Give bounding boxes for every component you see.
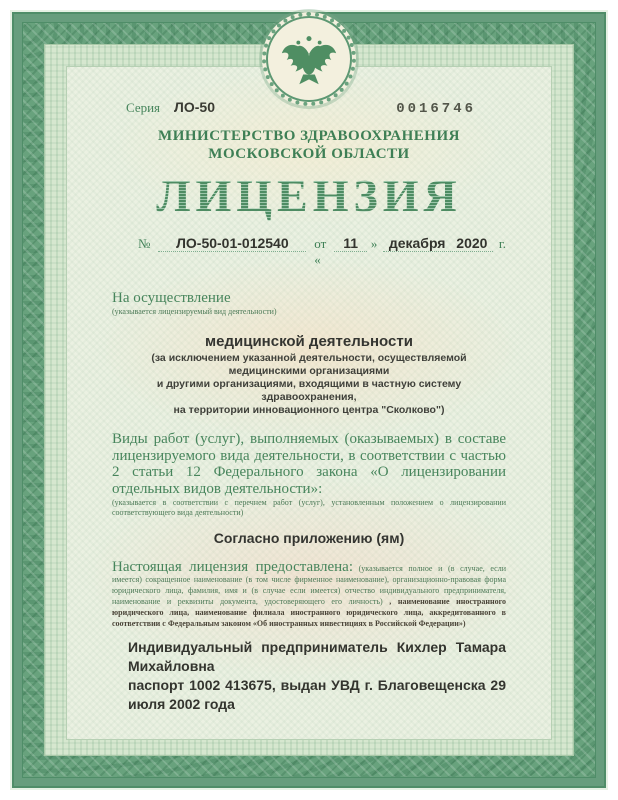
activity-note-line3: на территории инновационного центра "Сколково") xyxy=(173,404,445,416)
works-paragraph: Виды работ (услуг), выполняемых (оказываемых) в составе лицензируемого вида деятельности, в соответствии с частью 2 статьи 12 Федерального закона «О лицензировании отдельных видов деятельности»: xyxy=(112,431,506,497)
works-value: Согласно приложению (ям) xyxy=(213,530,405,546)
grantee-label: Настоящая лицензия предоставлена: xyxy=(112,559,353,575)
double-eagle-icon xyxy=(278,28,340,90)
works-note: (указывается в соответствии с перечнем работ (услуг), установленным положением о лицензировании соответствующего вида деятельности) xyxy=(112,498,506,517)
ministry-name xyxy=(112,127,506,163)
ministry-line1: МИНИСТЕРСТВО ЗДРАВООХРАНЕНИЯ xyxy=(158,128,460,144)
grantee-value xyxy=(112,638,506,714)
activity-note-line2: и другими организациями, входящими в частную систему здравоохранения, xyxy=(156,378,462,403)
grantee-passport: паспорт 1002 413675, выдан УВД г. Благовещенска 29 июля 2002 года xyxy=(128,677,506,712)
grantee-note2: , наименование иностранного юридического лица, наименование филиала иностранного юридического лица, аккредитованного в соответствии с Федеральным законом «Об иностранных инвестициях в Российской Федерации») xyxy=(112,597,507,628)
license-year: 2020 xyxy=(456,235,488,251)
grantee-note: (указывается полное и (в случае, если имеется) сокращенное наименование (в том числе фирменное наименование), организационно-правовая форма юридического лица, фамилия, имя и (в случае если имеется) отчество индивидуального предпринимателя, наименование и реквизиты документа, удостоверяющего его личность) xyxy=(112,564,506,606)
license-number-value: ЛО-50-01-012540 xyxy=(158,235,306,252)
coat-of-arms xyxy=(262,12,356,106)
license-day: 11 xyxy=(334,235,367,252)
activity-value-note xyxy=(112,352,506,417)
year-suffix: г. xyxy=(498,236,506,251)
grantee-name: Индивидуальный предприниматель Кихлер Тамара Михайловна xyxy=(128,639,506,674)
number-sign: № xyxy=(138,236,151,251)
activity-label: На осуществление xyxy=(112,290,231,306)
license-number-line xyxy=(112,235,506,268)
license-month: декабря xyxy=(388,235,446,251)
activity-note-line1: (за исключением указанной деятельности, осуществляемой медицинскими организациями xyxy=(151,352,467,377)
works-section xyxy=(112,431,506,518)
license-month-year xyxy=(383,235,492,252)
activity-section xyxy=(112,290,506,317)
activity-value-title: медицинской деятельности xyxy=(205,333,413,350)
close-quote: » xyxy=(370,236,378,251)
ministry-line2: МОСКОВСКОЙ ОБЛАСТИ xyxy=(208,146,410,162)
grantee-section xyxy=(112,559,507,714)
license-title: ЛИЦЕНЗИЯ xyxy=(112,167,506,225)
activity-value xyxy=(112,333,506,417)
series-label: Серия xyxy=(126,100,161,115)
serial-number: 0016746 xyxy=(396,101,476,117)
from-label: от « xyxy=(314,236,327,267)
document-body xyxy=(66,66,552,740)
series-value: ЛО-50 xyxy=(174,99,215,115)
activity-label-note: (указывается лицензируемый вид деятельности) xyxy=(112,307,277,316)
